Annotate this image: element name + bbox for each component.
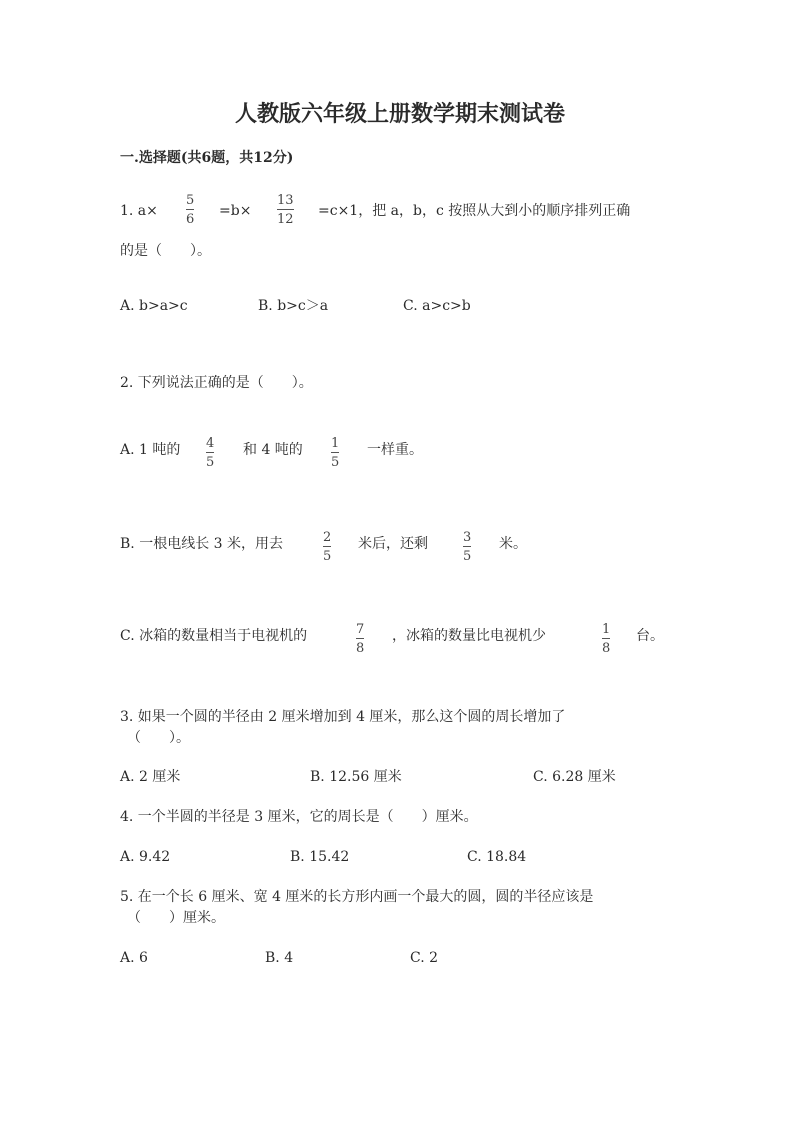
- q1-option-b: B. b>c＞a: [258, 298, 329, 314]
- q3-text-line2: （ ）。: [127, 730, 190, 746]
- fraction-denominator: 5: [206, 455, 215, 470]
- q3-option-c: C. 6.28 厘米: [533, 769, 616, 785]
- fraction-numerator: 7: [356, 622, 365, 637]
- q4-option-c: C. 18.84: [467, 849, 527, 865]
- q2-option-b-fraction-2: [463, 531, 471, 563]
- q1-text-part3: =c×1，把 a，b，c 按照从大到小的顺序排列正确: [318, 203, 631, 219]
- q4-option-a: A. 9.42: [120, 849, 171, 865]
- q2-option-c-part1: C. 冰箱的数量相当于电视机的: [120, 628, 308, 644]
- q3-text-line1: 3. 如果一个圆的半径由 2 厘米增加到 4 厘米，那么这个圆的周长增加了: [120, 709, 566, 725]
- q5-text-line2: （ ）厘米。: [127, 910, 225, 926]
- fraction-bar: [331, 452, 339, 453]
- fraction-bar: [463, 546, 471, 547]
- fraction-bar: [323, 546, 331, 547]
- fraction-bar: [277, 209, 294, 210]
- fraction-bar: [186, 209, 194, 210]
- fraction-numerator: 1: [331, 436, 340, 451]
- fraction-numerator: 1: [602, 622, 611, 637]
- q1-text-part2: =b×: [219, 203, 252, 219]
- q2-stem: 2. 下列说法正确的是（ ）。: [120, 375, 313, 391]
- section-heading: 一.选择题(共6题，共12分): [120, 150, 294, 166]
- fraction-bar: [356, 638, 364, 639]
- fraction-bar: [206, 452, 214, 453]
- page-title: 人教版六年级上册数学期末测试卷: [234, 101, 565, 127]
- fraction-numerator: 5: [186, 193, 195, 208]
- q1-option-a: A. b>a>c: [120, 298, 188, 314]
- fraction-bar: [602, 638, 610, 639]
- q2-option-a-part2: 和 4 吨的: [243, 442, 303, 458]
- fraction-denominator: 6: [186, 212, 195, 227]
- q2-option-c-fraction-1: [356, 623, 364, 655]
- q2-option-b-fraction-1: [323, 531, 331, 563]
- fraction-denominator: 8: [356, 641, 365, 656]
- q2-option-a-part3: 一样重。: [367, 442, 423, 458]
- q5-text-line1: 5. 在一个长 6 厘米、宽 4 厘米的长方形内画一个最大的圆，圆的半径应该是: [120, 889, 594, 905]
- q5-option-c: C. 2: [410, 950, 439, 966]
- q2-option-c-part2: ，冰箱的数量比电视机少: [392, 628, 546, 644]
- fraction-numerator: 2: [323, 530, 332, 545]
- q3-option-b: B. 12.56 厘米: [310, 769, 402, 785]
- q1-option-c: C. a>c>b: [403, 298, 471, 314]
- fraction-denominator: 5: [463, 549, 472, 564]
- q2-option-a-part1: A. 1 吨的: [120, 442, 181, 458]
- fraction-numerator: 13: [277, 193, 294, 208]
- q4-stem: 4. 一个半圆的半径是 3 厘米，它的周长是（ ）厘米。: [120, 809, 478, 825]
- q1-text-line2: 的是（ ）。: [120, 243, 211, 259]
- fraction-denominator: 12: [277, 212, 294, 227]
- fraction-denominator: 5: [331, 455, 340, 470]
- q2-option-b-part2: 米后，还剩: [358, 536, 428, 552]
- q2-option-a-fraction-1: [206, 437, 214, 469]
- q3-option-a: A. 2 厘米: [120, 769, 181, 785]
- q5-option-a: A. 6: [120, 950, 148, 966]
- fraction-numerator: 4: [206, 436, 215, 451]
- q5-option-b: B. 4: [265, 950, 294, 966]
- q2-option-a-fraction-2: [331, 437, 339, 469]
- q4-option-b: B. 15.42: [290, 849, 350, 865]
- q1-fraction-2: [277, 194, 294, 226]
- q2-option-c-part3: 台。: [636, 628, 664, 644]
- fraction-denominator: 5: [323, 549, 332, 564]
- q2-option-b-part1: B. 一根电线长 3 米，用去: [120, 536, 283, 552]
- fraction-denominator: 8: [602, 641, 611, 656]
- q1-text-part1: 1. a×: [120, 203, 158, 219]
- q2-option-c-fraction-2: [602, 623, 610, 655]
- q1-fraction-1: [186, 194, 194, 226]
- q2-option-b-part3: 米。: [499, 536, 527, 552]
- fraction-numerator: 3: [463, 530, 472, 545]
